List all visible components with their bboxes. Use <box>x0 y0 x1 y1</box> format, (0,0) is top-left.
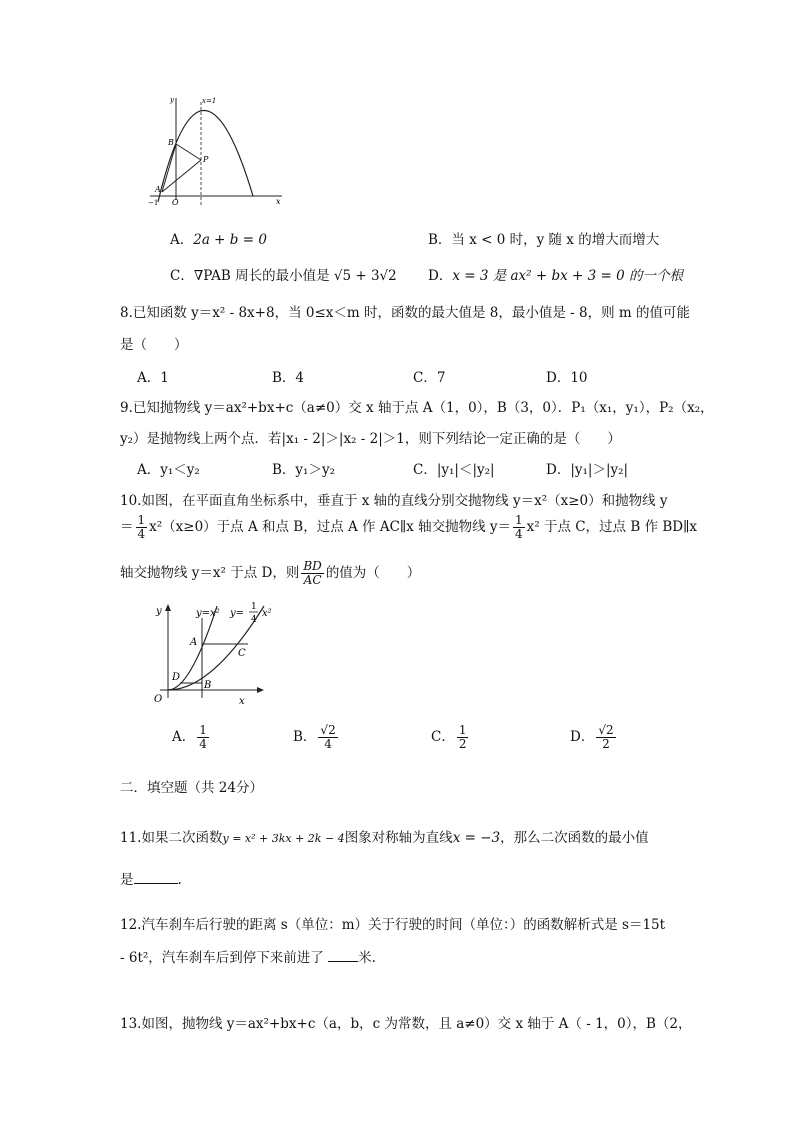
q12-stem-line2: - 6t²，汽车刹车后到停下来前进了 米. <box>120 950 376 966</box>
label-o: O <box>172 198 179 207</box>
y-axis-arrow <box>165 604 171 611</box>
fraction-quarter: $\frac{1}{4}$ <box>137 513 146 541</box>
fraction-quarter-2: $\frac{1}{4}$ <box>514 513 523 541</box>
q9-option-b[interactable]: B．y₁＞y₂ <box>272 462 335 478</box>
q11-stem-line1: 11.如果二次函数y = x² + 3kx + 2k − 4图象对称轴为直线x = −3，那么二次函数的最小值 <box>120 830 649 846</box>
label-o: O <box>154 694 163 705</box>
q13-stem-line1: 13.如图，抛物线 y＝ax²+bx+c（a，b，c 为常数，且 a≠0）交 x 轴于 A（ - 1，0），B（2， <box>120 1016 692 1032</box>
label-y: y <box>156 606 162 617</box>
label-y: y <box>170 96 174 104</box>
q9-option-d[interactable]: D．|y₁|＞|y₂| <box>546 462 629 478</box>
q9-option-a[interactable]: A．y₁＜y₂ <box>137 462 200 478</box>
answer-blank[interactable] <box>134 871 178 884</box>
q9-stem-line2: y₂）是抛物线上两个点．若|x₁ - 2|＞|x₂ - 2|＞1，则下列结论一定正确的是（ ） <box>120 431 621 447</box>
label-x: x <box>276 197 281 206</box>
label-minus-one: −1 <box>148 199 159 207</box>
q7-option-c[interactable]: C．∇PAB 周长的最小值是 √5 + 3√2 <box>170 268 397 284</box>
label-b: B <box>204 680 212 691</box>
q7-option-a[interactable]: A．2a + b = 0 <box>170 232 267 248</box>
section-title-fill-in: 二．填空题（共 24分） <box>120 780 263 796</box>
answer-blank[interactable] <box>328 949 358 962</box>
q7-option-d[interactable]: D．x = 3 是 ax² + bx + 3 = 0 的一个根 <box>428 268 683 284</box>
q8-stem-line2: 是（ ） <box>120 337 188 353</box>
label-x: x <box>239 696 245 707</box>
q7-option-b[interactable]: B．当 x < 0 时，y 随 x 的增大而增大 <box>428 232 660 248</box>
q10-stem-line2: ＝ $\frac{1}{4}$ x²（x≥0）于点 A 和点 B，过点 A 作 AC∥x 轴交抛物线 y＝ $\frac{1}{4}$ x² 于点 C，过点 B 作 BD∥x <box>120 513 697 541</box>
q9-option-c[interactable]: C．|y₁|＜|y₂| <box>413 462 495 478</box>
q10-option-d[interactable]: D． $\frac{√2}{2}$ <box>570 723 614 751</box>
curve-label-quarter-num: 1 <box>251 602 257 612</box>
fraction-bd-ac: $\frac{BD}{AC}$ <box>303 559 322 587</box>
q10-stem-line3: 轴交抛物线 y＝x² 于点 D，则 $\frac{BD}{AC}$ 的值为（ ） <box>120 559 421 587</box>
segment-ab <box>162 144 176 192</box>
q8-option-d[interactable]: D．10 <box>546 370 588 386</box>
q10-parabolas-figure <box>142 598 282 710</box>
q8-option-a[interactable]: A．1 <box>137 370 169 386</box>
label-a: A <box>190 637 198 648</box>
curve-label-quarter-den: 4 <box>251 615 257 625</box>
q10-stem-line1: 10.如图，在平面直角坐标系中，垂直于 x 轴的直线分别交抛物线 y＝x²（x≥0）和抛物线 y <box>120 493 668 509</box>
q8-option-c[interactable]: C．7 <box>413 370 446 386</box>
x-axis-arrow <box>257 687 264 693</box>
curve-label-x2: y=x² <box>196 608 220 619</box>
q12-stem-line1: 12.汽车刹车后行驶的距离 s（单位：m）关于行驶的时间（单位：）的函数解析式是 s＝15t <box>120 917 666 933</box>
q10-option-a[interactable]: A． $\frac{1}{4}$ <box>172 723 207 751</box>
label-p: P <box>203 155 209 164</box>
q7-parabola-figure <box>140 92 290 212</box>
label-d: D <box>172 672 181 683</box>
segment-bp <box>176 144 201 160</box>
label-b: B <box>168 138 174 147</box>
label-a: A <box>155 185 161 194</box>
curve-label-quarter-pre: y= <box>230 608 245 619</box>
q9-stem-line1: 9.已知抛物线 y＝ax²+bx+c（a≠0）交 x 轴于点 A（1，0），B（3，0）．P₁（x₁，y₁），P₂（x₂， <box>120 400 714 416</box>
q10-option-b[interactable]: B． $\frac{√2}{4}$ <box>293 723 336 751</box>
label-x1: x=1 <box>202 97 217 105</box>
q11-stem-line2: 是 . <box>120 872 182 888</box>
q8-option-b[interactable]: B．4 <box>272 370 305 386</box>
curve-label-quarter-post: x² <box>262 608 272 619</box>
label-c: C <box>238 648 246 659</box>
q10-option-c[interactable]: C． $\frac{1}{2}$ <box>431 723 467 751</box>
q8-stem-line1: 8.已知函数 y＝x² - 8x+8，当 0≤x＜m 时，函数的最大值是 8，最小值是 - 8，则 m 的值可能 <box>120 305 690 321</box>
